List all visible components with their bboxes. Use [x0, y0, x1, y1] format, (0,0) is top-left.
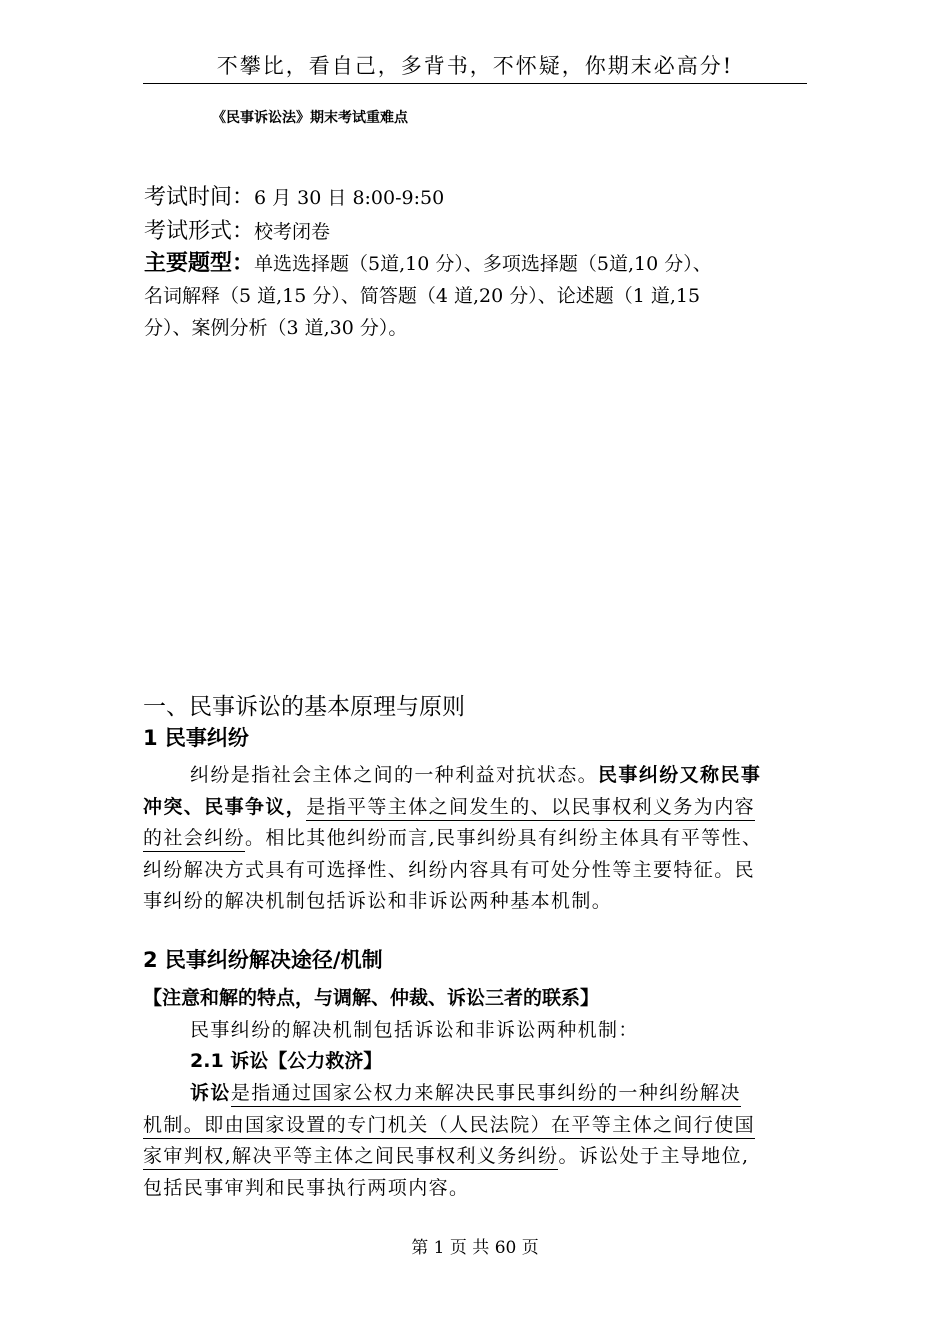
underlined-text: 机制。即由国家设置的专门机关（人民法院）在平等主体之间行使国 — [143, 1114, 755, 1139]
exam-types-value-3: 分）、案例分析（3 道,30 分）。 — [144, 317, 408, 339]
heading-litigation: 2.1 诉讼【公力救济】 — [190, 1050, 383, 1072]
header-motto: 不攀比，看自己，多背书，不怀疑，你期末必高分! — [216, 54, 734, 78]
heading-dispute-resolution: 2 民事纠纷解决途径/机制 — [143, 948, 383, 972]
underlined-text: 是指通过国家公权力来解决民事民事纠纷的一种纠纷解决 — [231, 1082, 741, 1107]
heading-civil-dispute: 1 民事纠纷 — [143, 726, 249, 750]
exam-types-label: 主要题型： — [144, 251, 255, 276]
paragraph-line: 民事纠纷的解决机制包括诉讼和非诉讼两种机制： — [190, 1019, 639, 1041]
exam-form-label: 考试形式： — [144, 219, 255, 244]
paragraph-line — [190, 760, 761, 787]
paragraph-line: 事纠纷的解决机制包括诉讼和非诉讼两种基本机制。 — [143, 890, 613, 912]
exam-time-label: 考试时间： — [144, 185, 255, 210]
paragraph-line — [143, 1141, 750, 1168]
exam-form-value: 校考闭卷 — [254, 221, 331, 243]
paragraph-line — [143, 823, 762, 850]
bold-text: 民事纠纷又称民事 — [598, 764, 762, 786]
exam-types-value-1: 单选选择题（5道,10 分）、多项选择题（5道,10 分）、 — [254, 253, 712, 275]
exam-types-value-2: 名词解释（5 道,15 分）、简答题（4 道,20 分）、论述题（1 道,15 — [144, 285, 701, 307]
header-divider — [143, 83, 807, 84]
page-number: 第 1 页 共 60 页 — [411, 1238, 539, 1258]
attention-note: 【注意和解的特点，与调解、仲裁、诉讼三者的联系】 — [143, 987, 600, 1009]
exam-form-line — [144, 214, 330, 245]
section-title: 一、民事诉讼的基本原理与原则 — [143, 694, 465, 720]
bold-text: 冲突、民事争议， — [143, 796, 307, 818]
paragraph-line: 纠纷解决方式具有可选择性、纠纷内容具有可处分性等主要特征。民 — [143, 859, 756, 881]
underlined-text: 家审判权,解决平等主体之间民事权利义务纠纷 — [143, 1145, 558, 1170]
document-title: 《民事诉讼法》期末考试重难点 — [212, 110, 408, 126]
underlined-text: 的社会纠纷 — [143, 827, 245, 852]
bold-text: 诉讼 — [190, 1082, 231, 1104]
paragraph-line — [143, 792, 755, 819]
paragraph-line: 包括民事审判和民事执行两项内容。 — [143, 1177, 470, 1199]
exam-time-line — [144, 180, 444, 211]
exam-types-line — [144, 246, 712, 277]
exam-time-value: 6 月 30 日 8:00-9:50 — [254, 187, 445, 209]
text-span: 。相比其他纠纷而言,民事纠纷具有纠纷主体具有平等性、 — [245, 827, 763, 849]
paragraph-line — [143, 1110, 755, 1137]
text-span: 。诉讼处于主导地位, — [558, 1145, 750, 1167]
underlined-text: 是指平等主体之间发生的、以民事权利义务为内容 — [306, 796, 755, 821]
text-span: 纠纷是指社会主体之间的一种利益对抗状态。 — [190, 764, 599, 786]
paragraph-line — [190, 1078, 741, 1105]
